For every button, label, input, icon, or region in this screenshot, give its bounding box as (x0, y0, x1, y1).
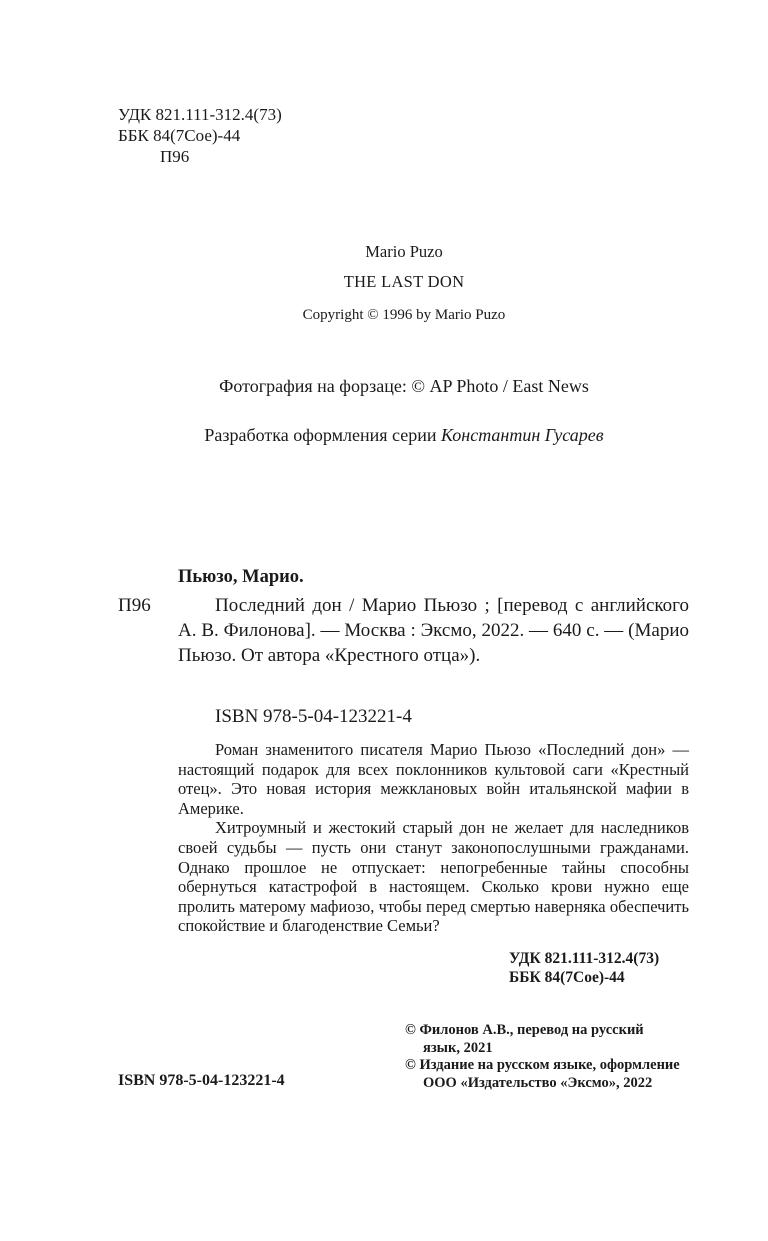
author-mark: П96 (160, 147, 190, 166)
classification-codes-top (118, 104, 282, 167)
designer-name: Константин Гусарев (441, 425, 604, 445)
isbn-bottom: ISBN 978-5-04-123221-4 (118, 1072, 285, 1089)
bbk-code: ББК 84(7Сое)-44 (118, 126, 241, 145)
original-copyright: Copyright © 1996 by Mario Puzo (302, 307, 506, 323)
copyright-notices (405, 1022, 705, 1092)
design-credit (0, 425, 768, 446)
translation-copyright: © Филонов А.В., перевод на русский (405, 1022, 644, 1038)
annotation-paragraph-1: Роман знаменитого писателя Марио Пьюзо «Последний дон» — настоящий подарок для всех поклонников культовой саги «Крестный отец». Это новая история межклановых войн итальянской мафии в Америке. (178, 740, 689, 818)
udk-code-bottom: УДК 821.111-312.4(73) (509, 950, 660, 967)
edition-copyright: © Издание на русском языке, оформление (405, 1057, 680, 1073)
photo-credit: Фотография на форзаце: © AP Photo / East News (219, 376, 589, 396)
original-title: THE LAST DON (343, 272, 465, 291)
annotation (178, 740, 689, 936)
annotation-paragraph-2: Хитроумный и жестокий старый дон не желает для наследников своей судьбы — пусть они станут законопослушными гражданами. Однако прошлое не отпускает: непогребенные тайны способны обернуться катастрофой в настоящем. Сколько крови нужно еще пролить матерому мафиозо, чтобы перед смертью наверняка обеспечить спокойствие и благоденствие Семьи? (178, 818, 689, 936)
translation-copyright-cont: язык, 2021 (423, 1039, 493, 1056)
edition-copyright-cont: ООО «Издательство «Эксмо», 2022 (423, 1074, 653, 1091)
bibliographic-text: Последний дон / Марио Пьюзо ; [перевод с английского А. В. Филонова]. — Москва : Эксмо, 2022. — 640 с. — (Марио Пьюзо. От автора «Крестного отца»). (178, 595, 689, 666)
original-author: Mario Puzo (365, 242, 443, 261)
entry-author-mark: П96 (118, 595, 151, 616)
bbk-code-bottom: ББК 84(7Сое)-44 (509, 969, 625, 986)
bibliographic-description (178, 593, 689, 668)
design-credit-prefix: Разработка оформления серии (204, 425, 442, 445)
entry-heading: Пьюзо, Марио. (178, 567, 304, 587)
entry-isbn: ISBN 978-5-04-123221-4 (215, 706, 412, 727)
classification-codes-bottom (509, 949, 659, 987)
udk-code: УДК 821.111-312.4(73) (118, 105, 282, 124)
